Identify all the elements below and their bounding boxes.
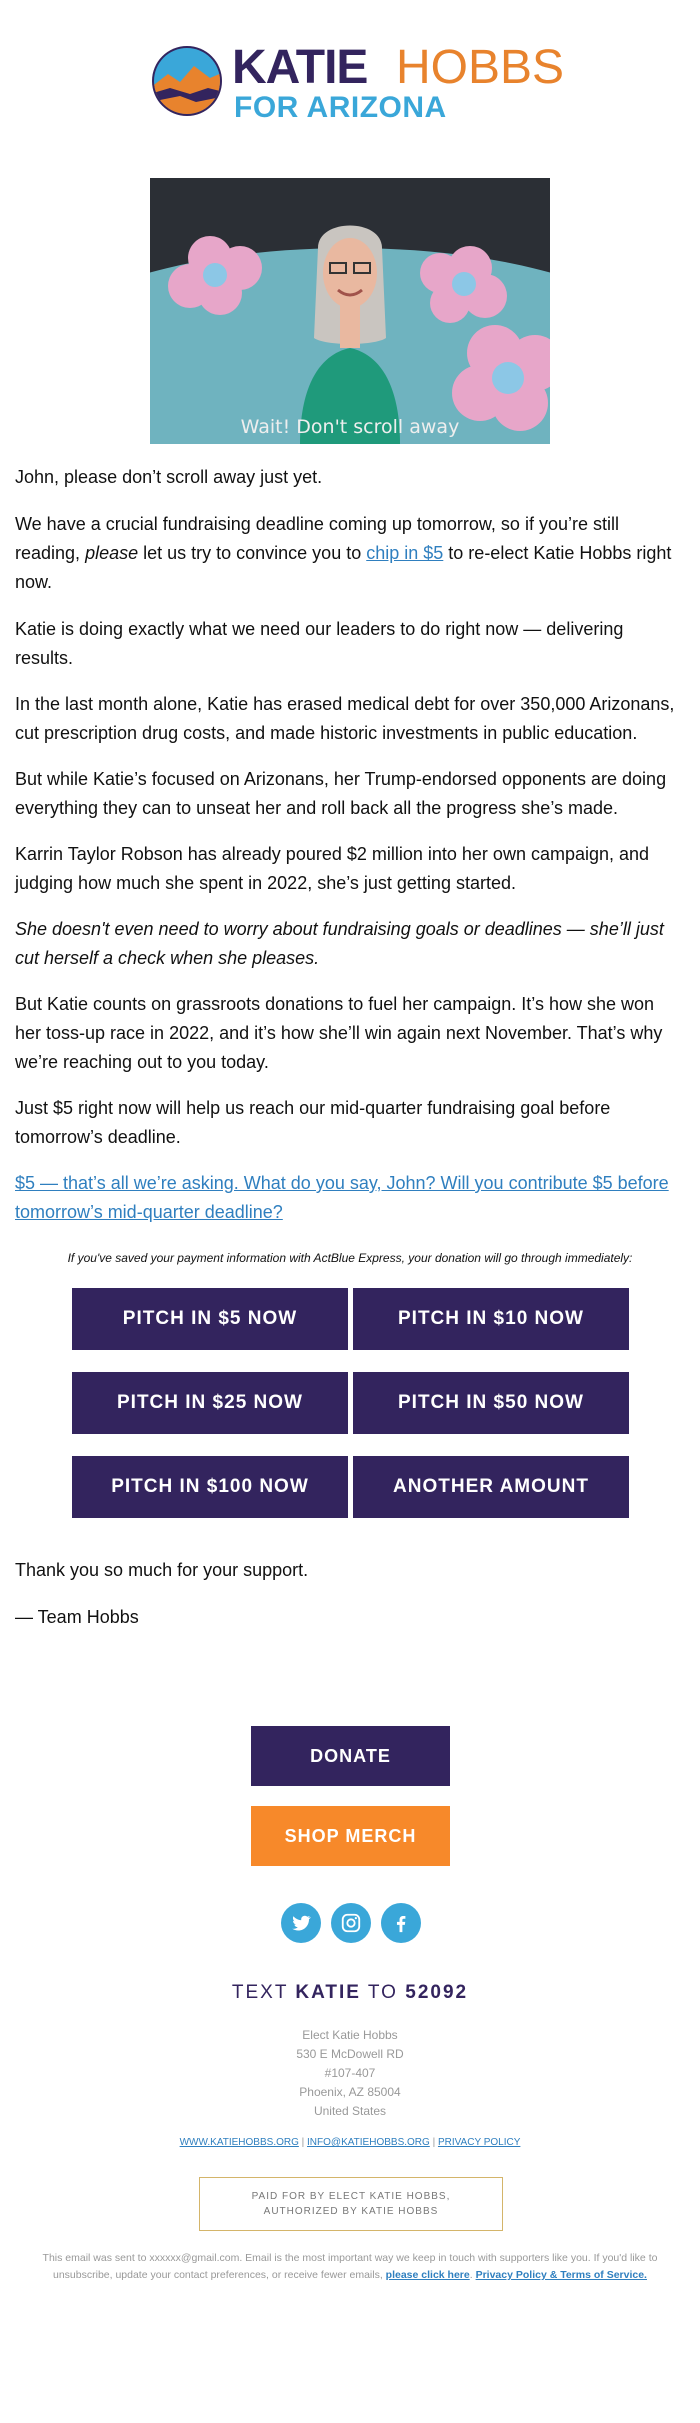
twitter-icon (290, 1912, 312, 1934)
pitch-10-button[interactable]: PITCH IN $10 NOW (353, 1288, 629, 1350)
paragraph-text: In the last month alone, Katie has erased medical debt for over 350,000 Arizonans, cut prescription drug costs, and made historic investments in public education. (15, 694, 675, 743)
facebook-link[interactable] (381, 1903, 421, 1943)
paragraph-text (15, 1169, 683, 1227)
paragraph-robson (15, 840, 683, 898)
paragraph-accomplishments (15, 690, 683, 748)
facebook-icon (390, 1912, 412, 1934)
text-mid: TO (360, 1982, 406, 2003)
paragraph-ask (15, 1169, 683, 1227)
email-disclaimer (15, 2250, 685, 2284)
address-line: #107-407 (324, 2066, 376, 2080)
campaign-logo[interactable] (150, 40, 565, 130)
twitter-link[interactable] (281, 1903, 321, 1943)
hero-illustration (150, 178, 550, 444)
logo-name-primary: KATIE (232, 41, 368, 94)
paragraph-text: Thank you so much for your support. (15, 1560, 309, 1580)
paragraph-text: Just $5 right now will help us reach our mid-quarter fundraising goal before tomorrow’s deadline. (15, 1098, 611, 1147)
hero-caption: Wait! Don't scroll away (240, 416, 460, 438)
closing-line (15, 1556, 683, 1585)
paragraph-opponents (15, 765, 683, 823)
paragraph-grassroots (15, 990, 683, 1077)
paragraph-results (15, 615, 683, 673)
donate-button[interactable]: DONATE (251, 1726, 450, 1786)
hero-video-thumbnail[interactable] (150, 178, 550, 444)
logo-name-secondary: HOBBS (396, 41, 565, 94)
paragraph-greeting (15, 463, 683, 492)
disclaimer-text: . (469, 2269, 476, 2281)
link-separator: | (298, 2137, 308, 2148)
signoff (15, 1603, 683, 1632)
pitch-5-button[interactable]: PITCH IN $5 NOW (72, 1288, 348, 1350)
paid-for-box (199, 2177, 503, 2231)
paid-for-line: AUTHORIZED BY KATIE HOBBS (263, 2206, 439, 2217)
arizona-landscape-icon (150, 44, 224, 118)
paid-for-line: PAID FOR BY ELECT KATIE HOBBS, (251, 2191, 451, 2202)
paragraph-text: Katie is doing exactly what we need our leaders to do right now — delivering results. (15, 619, 624, 668)
paragraph-text: John, please don’t scroll away just yet. (15, 467, 323, 487)
paragraph-text: — Team Hobbs (15, 1607, 139, 1627)
pitch-100-button[interactable]: PITCH IN $100 NOW (72, 1456, 348, 1518)
address-line: 530 E McDowell RD (296, 2047, 404, 2061)
paragraph-goal (15, 1094, 683, 1152)
paragraph-text (15, 510, 683, 597)
chip-in-link[interactable]: chip in $5 (366, 543, 444, 563)
unsubscribe-link[interactable]: please click here (385, 2269, 470, 2281)
footer-links (0, 2137, 700, 2148)
pitch-50-button[interactable]: PITCH IN $50 NOW (353, 1372, 629, 1434)
text-segment: to re-elect Katie Hobbs right now. (15, 543, 672, 592)
address-line: Elect Katie Hobbs (302, 2028, 398, 2042)
paragraph-self-funding (15, 915, 683, 973)
text-to-subscribe (0, 1982, 700, 2004)
paragraph-text: But Katie counts on grassroots donations to fuel her campaign. It’s how she won her toss-up race in 2022, and it’s how she’ll win again next November. That’s why we’re reaching out to you today. (15, 994, 663, 1072)
another-amount-button[interactable]: ANOTHER AMOUNT (353, 1456, 629, 1518)
emphasis-please: please (85, 543, 139, 563)
actblue-note: If you've saved your payment information with ActBlue Express, your donation will go through immediately: (67, 1251, 633, 1265)
pitch-25-button[interactable]: PITCH IN $25 NOW (72, 1372, 348, 1434)
text-segment: let us try to convince you to (138, 543, 367, 563)
website-link[interactable]: WWW.KATIEHOBBS.ORG (179, 2137, 299, 2148)
paragraph-text: She doesn't even need to worry about fundraising goals or deadlines — she’ll just cut herself a check when she pleases. (15, 919, 664, 968)
link-separator: | (429, 2137, 438, 2148)
text-segment: We have a crucial fundraising deadline coming up tomorrow, so if you’re still reading, (15, 514, 619, 563)
shop-merch-button[interactable]: SHOP MERCH (251, 1806, 450, 1866)
instagram-link[interactable] (331, 1903, 371, 1943)
text-prefix: TEXT (231, 1982, 296, 2003)
privacy-policy-link[interactable]: PRIVACY POLICY (437, 2137, 521, 2148)
address-line: Phoenix, AZ 85004 (299, 2085, 401, 2099)
terms-link[interactable]: Privacy Policy & Terms of Service. (475, 2269, 647, 2281)
email-link[interactable]: INFO@KATIEHOBBS.ORG (307, 2137, 430, 2148)
address-line: United States (313, 2104, 387, 2118)
paragraph-text: Karrin Taylor Robson has already poured $2 million into her own campaign, and judging how much she spent in 2022, she’s just getting started. (15, 844, 650, 893)
contribute-link[interactable]: $5 — that’s all we’re asking. What do you say, John? Will you contribute $5 before tomorrow’s mid-quarter deadline? (15, 1173, 669, 1222)
logo-subtitle: FOR ARIZONA (234, 91, 447, 124)
text-keyword: KATIE (295, 1982, 361, 2003)
disclaimer-text: This email was sent to xxxxxx@gmail.com. Email is the most important way we keep in touch with supporters like you. If you'd like to unsubscribe, update your contact preferences, or receive fewer emails, (42, 2252, 658, 2281)
paragraph-deadline (15, 510, 683, 597)
paragraph-text: But while Katie’s focused on Arizonans, her Trump-endorsed opponents are doing everything they can to unseat her and roll back all the progress she’s made. (15, 769, 667, 818)
text-number: 52092 (405, 1982, 469, 2003)
instagram-icon (340, 1912, 362, 1934)
